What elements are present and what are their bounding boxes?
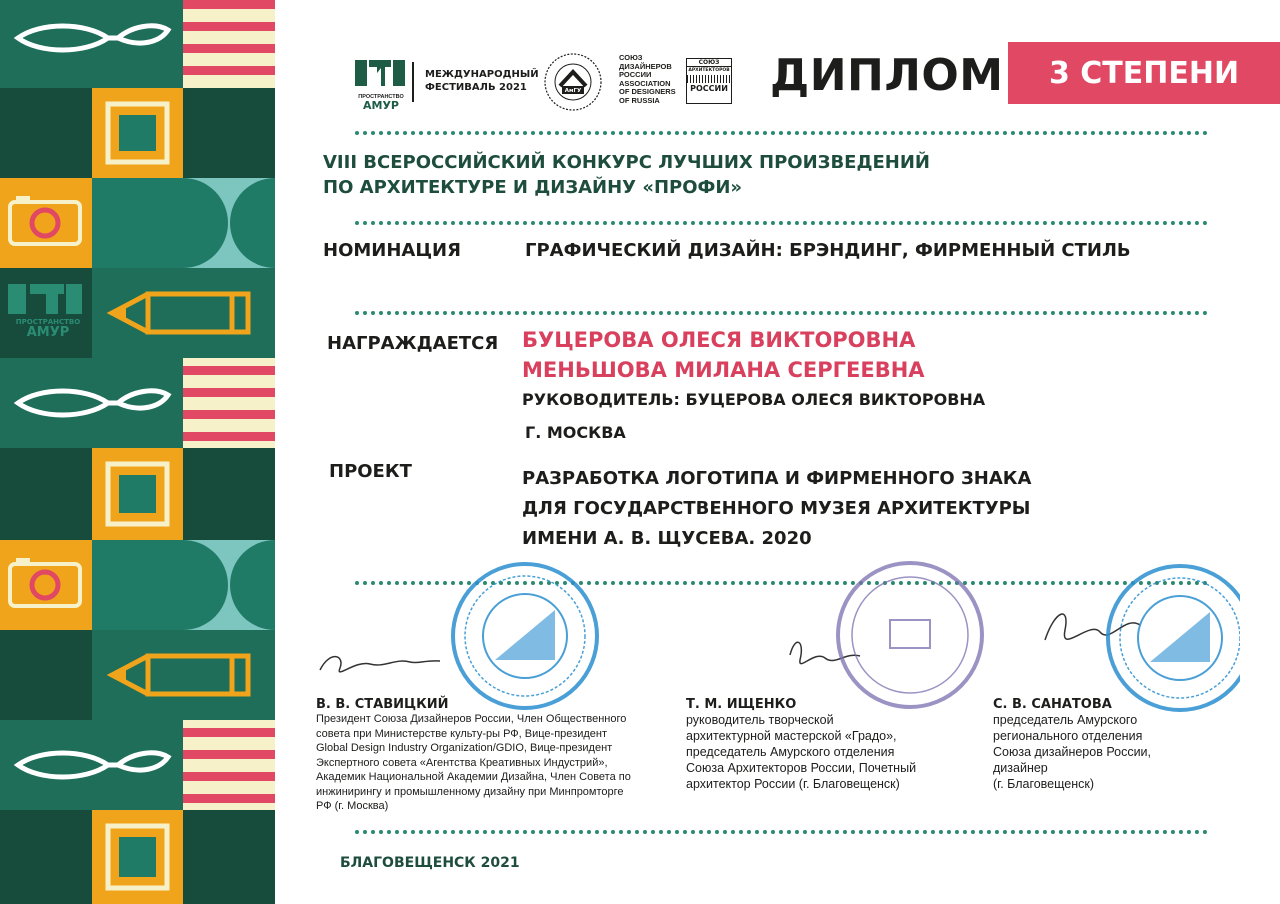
signatory-3-line-3: Союза дизайнеров России,: [993, 745, 1152, 759]
pencil-icon: [92, 268, 275, 358]
camera-icon-2: [0, 540, 92, 630]
festival-name: [425, 68, 539, 94]
union-line-4: ASSOCIATION: [619, 78, 671, 88]
signatory-3-line-1: председатель Амурского: [993, 713, 1138, 727]
dotted-separator-2: [355, 221, 1208, 225]
dotted-separator-3: [355, 311, 1208, 315]
festival-name-line-2: ФЕСТИВАЛЬ 2021: [425, 82, 527, 93]
amgu-logo: [540, 52, 606, 112]
project-line-2: ДЛЯ ГОСУДАРСТВЕННОГО МУЗЕЯ АРХИТЕКТУРЫ: [522, 498, 1031, 519]
awardee-names: [522, 325, 925, 385]
project-label: ПРОЕКТ: [329, 461, 412, 482]
signatory-2-line-3: председатель Амурского отделения: [686, 745, 895, 759]
union-designers-text: [619, 54, 676, 105]
contest-title: [323, 150, 930, 200]
union-line-5: OF DESIGNERS: [619, 87, 676, 96]
degree-badge: 3 СТЕПЕНИ: [1008, 42, 1280, 104]
dotted-separator-1: [355, 131, 1208, 135]
contest-title-line-2: ПО АРХИТЕКТУРЕ И ДИЗАЙНУ «ПРОФИ»: [323, 177, 743, 198]
signatory-3-line-5: (г. Благовещенск): [993, 777, 1095, 791]
footer-city-year: БЛАГОВЕЩЕНСК 2021: [340, 855, 520, 871]
signatory-1: [316, 697, 676, 814]
frame-icon-2: [92, 448, 183, 540]
awardee-name-1: БУЦЕРОВА ОЛЕСЯ ВИКТОРОВНА: [522, 328, 916, 352]
diploma-title: ДИПЛОМ: [770, 50, 1004, 101]
architects-logo-line-3: РОССИИ: [690, 84, 728, 93]
frame-icon: [92, 88, 183, 178]
awardee-city: Г. МОСКВА: [525, 423, 626, 442]
architects-logo-line-1: СОЮЗ: [687, 59, 731, 67]
stamp-architects: [838, 563, 982, 707]
signatory-1-line-4: Экспертного совета «Агентства Креативных Индустрий»,: [316, 756, 608, 769]
signature-3: [1045, 614, 1140, 640]
stamp-regional-designers: [1108, 566, 1240, 710]
brush-icon-2: [0, 358, 183, 448]
stamp-union-designers: [453, 564, 597, 708]
project-line-1: РАЗРАБОТКА ЛОГОТИПА И ФИРМЕННОГО ЗНАКА: [522, 468, 1032, 489]
signatory-2-line-5: архитектор России (г. Благовещенск): [686, 777, 900, 791]
signatory-2-line-1: руководитель творческой: [686, 713, 834, 727]
nomination-value: ГРАФИЧЕСКИЙ ДИЗАЙН: БРЭНДИНГ, ФИРМЕННЫЙ СТИЛЬ: [525, 240, 1131, 261]
stripes-block-3: [183, 720, 275, 810]
festival-logo: [355, 58, 407, 112]
signatory-1-line-5: Академик Национальной Академии Дизайна, Член Совета по: [316, 771, 631, 783]
signatory-3-line-4: дизайнер: [993, 761, 1048, 775]
amgu-seal-icon: [540, 52, 606, 112]
signature-1: [320, 657, 440, 672]
festival-logo-mark: [355, 58, 407, 90]
signatory-1-line-6: инжинирингу и промышленному дизайну при Минпромторге: [316, 785, 624, 798]
signature-2: [790, 642, 860, 663]
signatory-2-name: Т. М. ИЩЕНКО: [686, 697, 797, 712]
project-line-3: ИМЕНИ А. В. ЩУСЕВА. 2020: [522, 528, 812, 549]
signatory-3-line-2: регионального отделения: [993, 729, 1143, 743]
union-line-6: OF RUSSIA: [619, 95, 660, 105]
signatory-3: [993, 697, 1213, 792]
header-divider: [412, 62, 414, 102]
festival-logo-line-2: АМУР: [362, 99, 399, 112]
camera-icon: [0, 178, 92, 268]
architects-logo-columns: [687, 75, 731, 83]
union-line-1: СОЮЗ: [619, 53, 643, 62]
awardee-label: НАГРАЖДАЕТСЯ: [327, 333, 499, 354]
union-line-3: РОССИИ: [619, 70, 652, 79]
architects-logo-line-2: АРХИТЕКТОРОВ: [688, 68, 730, 73]
festival-name-line-1: МЕЖДУНАРОДНЫЙ: [425, 69, 539, 80]
pencil-icon-2: [92, 630, 275, 720]
frame-icon-3: [92, 810, 183, 904]
supervisor: РУКОВОДИТЕЛЬ: БУЦЕРОВА ОЛЕСЯ ВИКТОРОВНА: [522, 390, 986, 409]
strip-logo-line-2: АМУР: [26, 325, 70, 340]
brush-icon-3: [0, 720, 183, 810]
strip-logo-line-1: ПРОСТРАНСТВО: [15, 318, 81, 326]
amgu-badge-text: АмГУ: [564, 88, 582, 94]
side-pattern-svg: [0, 0, 275, 904]
signatory-3-name: С. В. САНАТОВА: [993, 697, 1112, 712]
signatory-2: [686, 697, 976, 792]
stripes-block: [183, 0, 275, 88]
strip-logo-caption: [8, 318, 88, 340]
project-description: [522, 464, 1031, 554]
decorative-side-pattern: [0, 0, 275, 904]
stripes-block-2: [183, 358, 275, 448]
nomination-label: НОМИНАЦИЯ: [323, 240, 461, 261]
signatory-1-line-7: РФ (г. Москва): [316, 800, 389, 812]
awardee-name-2: МЕНЬШОВА МИЛАНА СЕРГЕЕВНА: [522, 358, 925, 382]
signatory-1-line-1: Президент Союза Дизайнеров России, Член Общественного: [316, 713, 627, 725]
union-line-2: ДИЗАЙНЕРОВ: [619, 61, 672, 71]
festival-logo-line-1: ПРОСТРАНСТВО: [358, 94, 404, 100]
contest-title-line-1: VIII ВСЕРОССИЙСКИЙ КОНКУРС ЛУЧШИХ ПРОИЗВЕДЕНИЙ: [323, 152, 930, 173]
dotted-separator-5: [355, 830, 1208, 834]
signatory-1-name: В. В. СТАВИЦКИЙ: [316, 697, 449, 712]
signatory-2-line-2: архитектурной мастерской «Градо»,: [686, 729, 897, 743]
signatory-1-line-3: Global Design Industry Organization/GDIO, Вице-президент: [316, 742, 613, 754]
signatory-1-line-2: совета при Министерстве культу-ры РФ, Вице-президент: [316, 727, 607, 740]
brush-icon: [0, 0, 183, 88]
architects-logo: [686, 58, 732, 104]
signatory-2-line-4: Союза Архитекторов России, Почетный: [686, 761, 917, 775]
